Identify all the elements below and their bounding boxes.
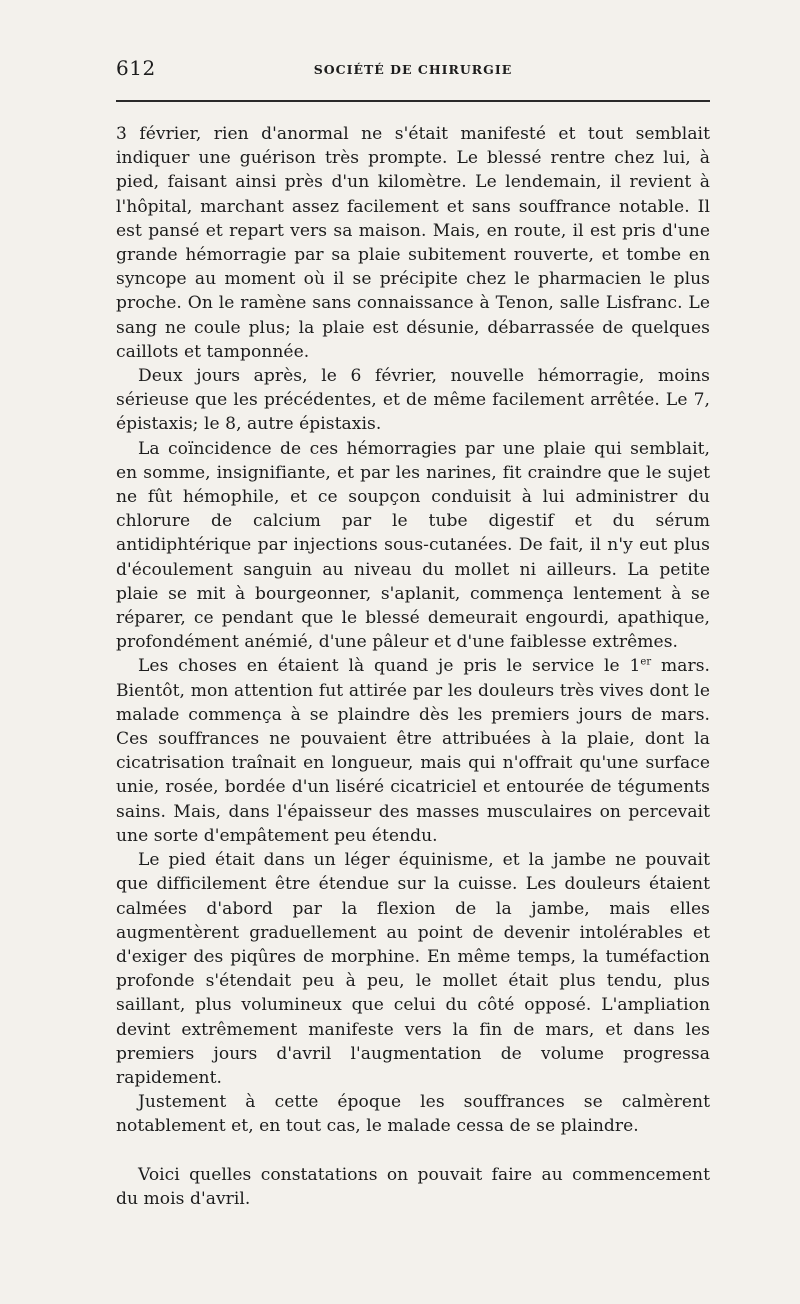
paragraph: Le pied était dans un léger équinisme, et la jambe ne pouvait que difficilement être étendue sur la cuisse. Les douleurs étaient calmées d'abord par la flexion de la jambe, mais elles augmentèrent graduellement au point de devenir intolérables et d'exiger des piqûres de morphine. En même temps, la tuméfaction profonde s'étendait peu à peu, le mollet était plus tendu, plus saillant, plus volumineux que celui du côté opposé. L'ampliation devint extrêmement manifeste vers la fin de mars, et dans les premiers jours d'avril l'augmentation de volume progressa rapidement. [116, 850, 710, 1088]
paragraph-text: mars. Bientôt, mon attention fut attirée par les douleurs très vives dont le malade commença à se plaindre dès les premiers jours de mars. Ces souffrances ne pouvaient être attribuées à la plaie, dont la cicatrisation traînait en longueur, mais qui n'offrait qu'une surface unie, rosée, bordée d'un liséré cicatriciel et entourée de téguments sains. Mais, dans l'épaisseur des masses musculaires on percevait une sorte d'empâtement peu étendu. [116, 656, 710, 846]
header-rule [116, 100, 710, 102]
body-text [116, 122, 710, 1211]
paragraph-text: Les choses en étaient là quand je pris le service le 1 [138, 656, 641, 677]
paragraph: Voici quelles constatations on pouvait faire au commencement du mois d'avril. [116, 1164, 710, 1209]
ordinal-superscript: er [640, 656, 652, 668]
document-page [116, 56, 710, 1211]
running-title: SOCIÉTÉ DE CHIRURGIE [313, 62, 513, 77]
paragraph: La coïncidence de ces hémorragies par une plaie qui semblait, en somme, insignifiante, et par les narines, fit craindre que le sujet ne fût hémophile, et ce soupçon conduisit à lui administrer du chlorure de calcium par le tube digestif et du sérum antidiphtérique par injections sous-cutanées. De fait, il n'y eut plus d'écoulement sanguin au niveau du mollet ni ailleurs. La petite plaie se mit à bourgeonner, s'aplanit, commença lentement à se réparer, ce pendant que le blessé demeurait engourdi, apathique, profondément anémié, d'une pâleur et d'une faiblesse extrêmes. [116, 438, 710, 653]
page-number: 612 [116, 56, 156, 80]
page-header [116, 56, 710, 86]
paragraph: Deux jours après, le 6 février, nouvelle hémorragie, moins sérieuse que les précédentes, et de même facilement arrêtée. Le 7, épistaxis; le 8, autre épistaxis. [116, 366, 710, 435]
paragraph: Justement à cette époque les souffrances se calmèrent notablement et, en tout cas, le malade cessa de se plaindre. [116, 1092, 710, 1137]
paragraph: 3 février, rien d'anormal ne s'était manifesté et tout semblait indiquer une guérison très prompte. Le blessé rentre chez lui, à pied, faisant ainsi près d'un kilomètre. Le lendemain, il revient à l'hôpital, marchant assez facilement et sans souffrance notable. Il est pansé et repart vers sa maison. Mais, en route, il est pris d'une grande hémorragie par sa plaie subitement rouverte, et tombe en syncope au moment où il se précipite chez le pharmacien le plus proche. On le ramène sans connaissance à Tenon, salle Lisfranc. Le sang ne coule plus; la plaie est désunie, débarrassée de quelques caillots et tamponnée. [116, 124, 710, 362]
paragraph [116, 654, 710, 848]
